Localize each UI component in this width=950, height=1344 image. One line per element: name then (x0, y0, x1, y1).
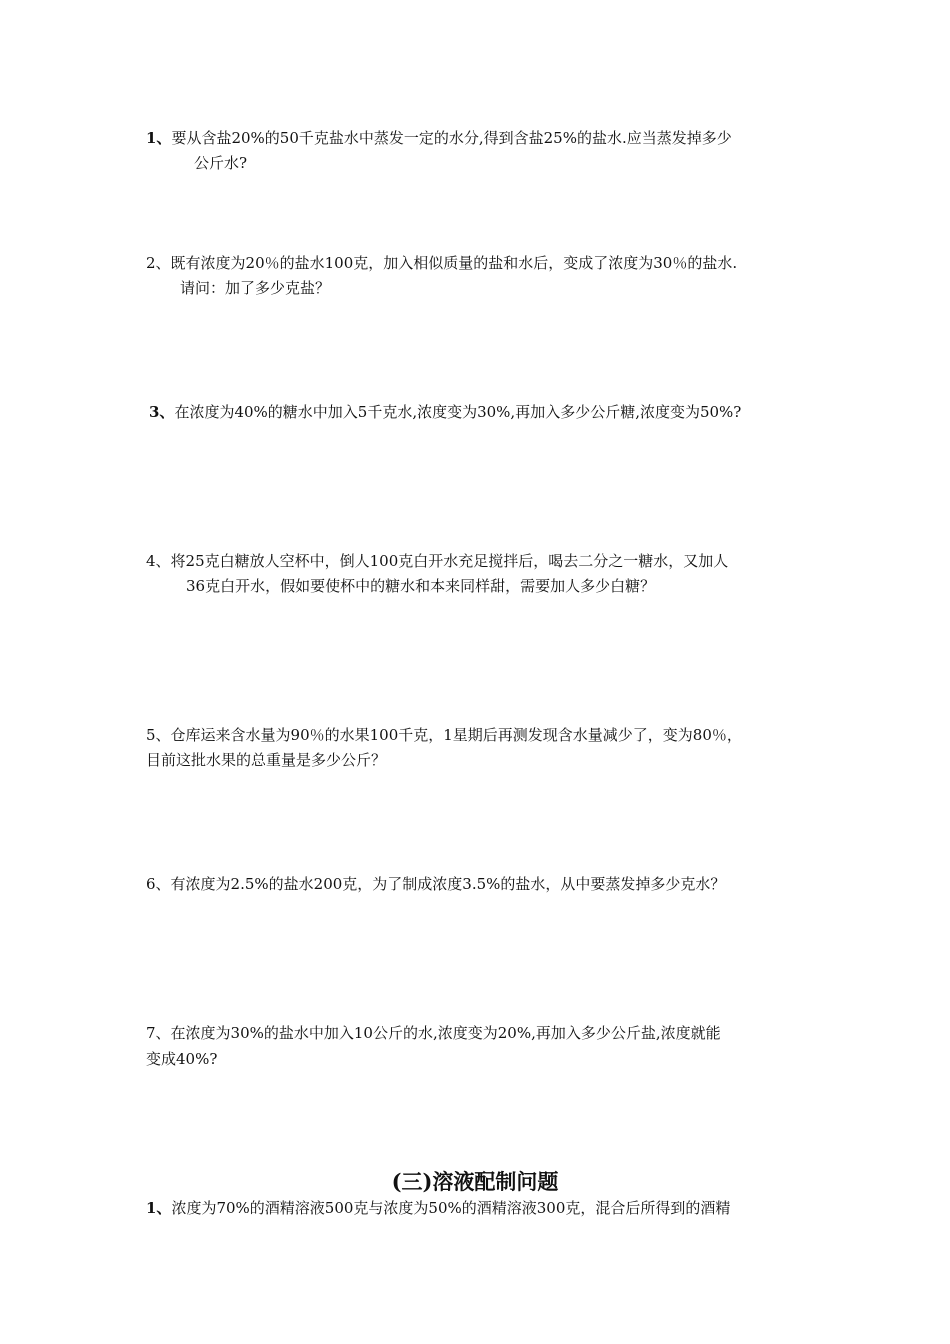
problem-1-line-2: 公斤水? (194, 154, 248, 172)
problem-6-line-1 (146, 874, 725, 894)
problem-7-line-2: 变成40%? (146, 1050, 218, 1068)
problem-text: 仓库运来含水量为90％的水果100千克，1星期后再测发现含水量减少了，变为80％， (170, 726, 742, 744)
problem-5-line-1 (146, 725, 742, 745)
problem-text: 浓度为70%的酒精溶液500克与浓度为50%的酒精溶液300克，混合后所得到的酒精 (171, 1199, 731, 1217)
problem-2-line-1 (146, 253, 737, 273)
section-problem-1-line-1 (146, 1198, 730, 1218)
problem-number: 7、 (146, 1024, 171, 1042)
problem-5-line-2: 目前这批水果的总重量是多少公斤？ (146, 751, 387, 769)
problem-7-line-1 (146, 1023, 721, 1043)
problem-number: 3、 (149, 403, 175, 421)
problem-4-line-2: 36克白开水，假如要使杯中的糖水和本来同样甜，需要加人多少白糖？ (186, 577, 656, 595)
problem-text: 将25克白糖放人空杯中，倒人100克白开水充足搅拌后，喝去二分之一糖水，又加人 (170, 552, 729, 570)
problem-number: 6、 (146, 875, 171, 893)
problem-number: 4、 (146, 552, 171, 570)
problem-number: 1、 (146, 129, 172, 147)
problem-text: 在浓度为30%的盐水中加入10公斤的水,浓度变为20%,再加入多少公斤盐,浓度就能 (170, 1024, 721, 1042)
problem-text: 在浓度为40%的糖水中加入5千克水,浓度变为30%,再加入多少公斤糖,浓度变为50%? (174, 403, 742, 421)
problem-text: 要从含盐20%的50千克盐水中蒸发一定的水分,得到含盐25%的盐水.应当蒸发掉多少 (171, 129, 732, 147)
problem-number: 5、 (146, 726, 171, 744)
problem-number: 2、 (146, 254, 171, 272)
problem-3-line-1 (149, 402, 741, 422)
problem-number: 1、 (146, 1199, 172, 1217)
problem-text: 既有浓度为20％的盐水100克，加入相似质量的盐和水后，变成了浓度为30％的盐水. (170, 254, 738, 272)
problem-1-line-1 (146, 128, 732, 148)
section-title: (三)溶液配制问题 (391, 1169, 559, 1194)
problem-text: 有浓度为2.5%的盐水200克，为了制成浓度3.5%的盐水，从中要蒸发掉多少克水？ (170, 875, 726, 893)
problem-4-line-1 (146, 551, 728, 571)
problem-2-line-2: 请问：加了多少克盐？ (180, 279, 331, 297)
